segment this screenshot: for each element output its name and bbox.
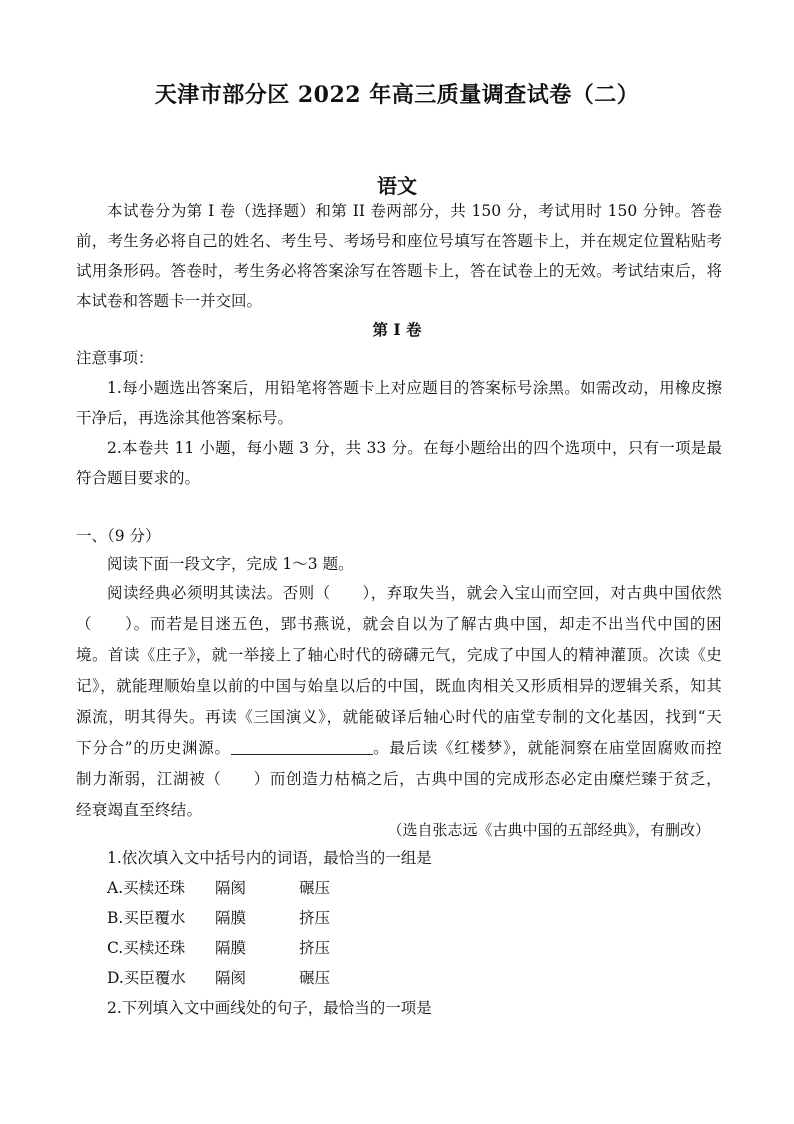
section-heading: 第 I 卷 (372, 320, 422, 339)
note-item-2: 2.本卷共 11 小题，每小题 3 分，共 33 分。在每小题给出的四个选项中，只有一项是最符合题目要求的。 (76, 439, 722, 487)
exam-title: 天津市部分区 2022 年高三质量调查试卷（二） (154, 82, 640, 108)
option-a-word3: 碾压 (299, 879, 331, 897)
passage-text-part1: 阅读经典必须明其读法。否则（ ），弃取失当，就会入宝山而空回，对古典中国依然（ ）。而若是目迷五色，郢书燕说，就会自以为了解古典中国，却走不出当代中国的困境。首读《庄子》，就一举接上了轴心时代的磅礴元气，完成了中国人的精神灌顶。次读《史记》，就能理顺始皇以前的中国与始皇以后的中国，既血肉相关又形质相异的逻辑关系，知其源流，明其得失。再读《三国演义》，就能破译后轴心时代的庙堂专制的文化基因，找到“天下分合”的历史渊源。 (76, 584, 722, 757)
passage-text-part2: 。最后读《红楼梦》，就能洞察在庙堂固腐败而控制力渐弱，江湖被（ ）而创造力枯槁之后，古典中国的完成形态必定由糜烂臻于贫乏，经衰竭直至终结。 (76, 739, 722, 819)
answer-blank-underline (231, 738, 373, 755)
option-d-word1: D.买臣覆水 (107, 969, 186, 987)
note-item-1: 1.每小题选出答案后，用铅笔将答题卡上对应题目的答案标号涂黑。如需改动，用橡皮擦干净后，再选涂其他答案标号。 (76, 379, 722, 427)
question-1-option-c (107, 933, 330, 963)
question-1-stem: 1.依次填入文中括号内的词语，最恰当的一组是 (107, 849, 432, 867)
intro-paragraph: 本试卷分为第 I 卷（选择题）和第 II 卷两部分，共 150 分，考试用时 150 分钟。答卷前，考生务必将自己的姓名、考生号、考场号和座位号填写在答题卡上，并在规定位置粘贴考试用条形码。答卷时，考生务必将答案涂写在答题卡上，答在试卷上的无效。考试结束后，将本试卷和答题卡一并交回。 (76, 202, 722, 310)
subject-heading: 语文 (377, 174, 417, 198)
question-1-option-d (107, 963, 330, 993)
notes-label: 注意事项： (76, 349, 154, 367)
question-2-stem: 2.下列填入文中画线处的句子，最恰当的一项是 (107, 999, 432, 1017)
reading-passage (76, 578, 722, 826)
option-c-word3: 挤压 (299, 939, 331, 957)
option-a-word2: 隔阂 (215, 879, 247, 897)
passage-source: （选自张志远《古典中国的五部经典》，有删改） (387, 821, 710, 839)
option-d-word2: 隔阂 (215, 969, 247, 987)
part-heading: 一、（9 分） (76, 527, 161, 545)
option-b-word3: 挤压 (299, 909, 331, 927)
option-c-word1: C.买椟还珠 (107, 939, 186, 957)
option-c-word2: 隔膜 (215, 939, 247, 957)
option-b-word1: B.买臣覆水 (107, 909, 186, 927)
reading-instruction: 阅读下面一段文字，完成 1～3 题。 (107, 555, 354, 573)
question-1-option-a (107, 873, 330, 903)
option-a-word1: A.买椟还珠 (107, 879, 186, 897)
option-d-word3: 碾压 (299, 969, 331, 987)
question-1-option-b (107, 903, 330, 933)
option-b-word2: 隔膜 (215, 909, 247, 927)
